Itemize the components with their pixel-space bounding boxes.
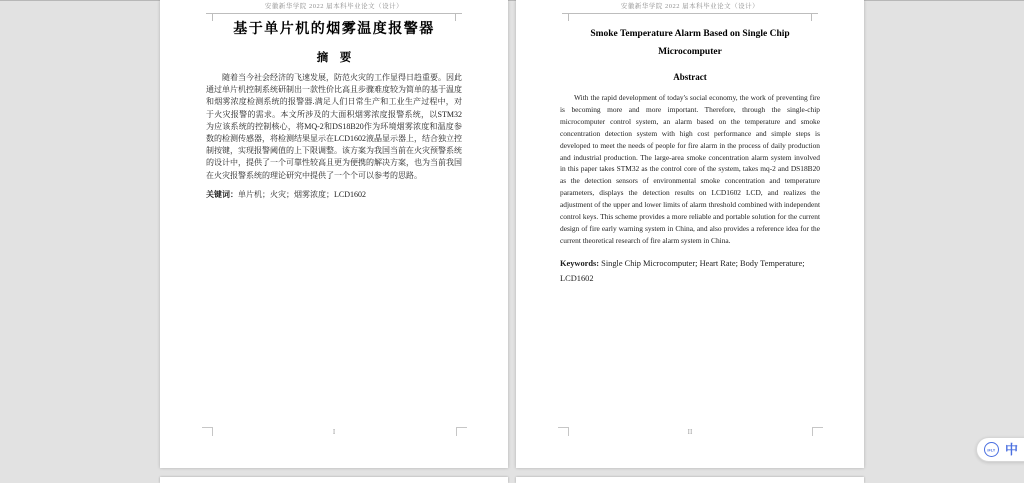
page-number: I — [332, 428, 336, 436]
header-rule — [562, 13, 818, 14]
thesis-title-en-line1: Smoke Temperature Alarm Based on Single Chip — [590, 29, 790, 39]
keywords-label-zh: 关键词： — [206, 189, 238, 199]
translate-plugin-toolbar[interactable] — [976, 437, 1024, 462]
top-margin-corner-mark — [212, 14, 213, 21]
top-margin-corner-mark — [811, 14, 812, 21]
thesis-title-zh: 基于单片机的烟雾温度报警器 — [233, 22, 435, 37]
page-header: 安徽新华学院 2022 届本科毕业论文（设计） — [264, 3, 404, 10]
abstract-paragraph-en: With the rapid development of today's social economy, the work of preventing fire is becoming more and more important. Therefore, through the single-chip microcomputer control system, an alarm based on the temperature and smoke concentration detection system with high cost performance and simple steps is developed to meet the needs of people for fire alarm in the process of daily production and industrial production. The large-area smoke concentration alarm system involved in this paper takes STM32 as the control core of the system, takes mq-2 and DS18B20 as the detection sensors of environmental smoke concentration and temperature parameters, displays the detection results on LCD1602 LCD, and realizes the adjustment of the upper and lower limits of alarm threshold combined with independent control keys. This scheme provides a more reliable and portable solution for the current design of fire early warning system in China, and also provides a reference idea for the current theoretical research of fire alarm system in China. — [560, 93, 820, 245]
next-page-top-left — [160, 477, 508, 483]
plugin-logo-text: iFLY — [987, 447, 996, 452]
document-page-1 — [160, 0, 508, 468]
keywords-text-en: Single Chip Microcomputer; Heart Rate; Body Temperature; LCD1602 — [560, 258, 805, 283]
abstract-heading-zh: 摘 要 — [316, 52, 352, 64]
abstract-heading-en: Abstract — [673, 72, 707, 82]
page-header: 安徽新华学院 2022 届本科毕业论文（设计） — [620, 3, 760, 10]
keywords-line-zh — [206, 189, 462, 201]
translate-plugin-logo-icon[interactable] — [984, 442, 999, 457]
next-page-top-right — [516, 477, 864, 483]
top-margin-corner-mark — [455, 14, 456, 21]
canvas-top-edge — [0, 0, 1024, 1]
document-page-2 — [516, 0, 864, 468]
thesis-title-en-line2: Microcomputer — [658, 46, 722, 57]
header-rule — [206, 13, 462, 14]
chinese-language-button[interactable]: 中 — [1005, 442, 1019, 457]
keywords-text-zh: 单片机；火灾；烟雾浓度；LCD1602 — [238, 189, 366, 199]
keywords-label-en: Keywords: — [560, 258, 600, 268]
keywords-line-en — [560, 256, 820, 286]
thesis-title-en — [566, 26, 814, 61]
top-margin-corner-mark — [568, 14, 569, 21]
abstract-paragraph-zh: 随着当今社会经济的飞速发展，防范火灾的工作显得日趋重要。因此通过单片机控制系统研制出一款性价比高且步骤难度较为简单的基于温度和烟雾浓度检测系统的报警器.满足人们日常生产和工业生产过程中，对于火灾报警的需求。本文所涉及的大面积烟雾浓度报警系统，以STM32为应该系统的控制核心，将MQ-2和DS18B20作为环境烟雾浓度和温度参数的检测传感器，将检测结果显示在LCD1602液晶显示器上，结合独立控制按键，实现报警阈值的上下限调整。该方案为我国当前在火灾预警系统的设计中，提供了一个可靠性较高且更为便携的解决方案，也为当前我国在火灾报警系统的理论研究中提供了一个个可以参考的思路。 — [206, 73, 462, 180]
page-number: II — [687, 428, 693, 436]
